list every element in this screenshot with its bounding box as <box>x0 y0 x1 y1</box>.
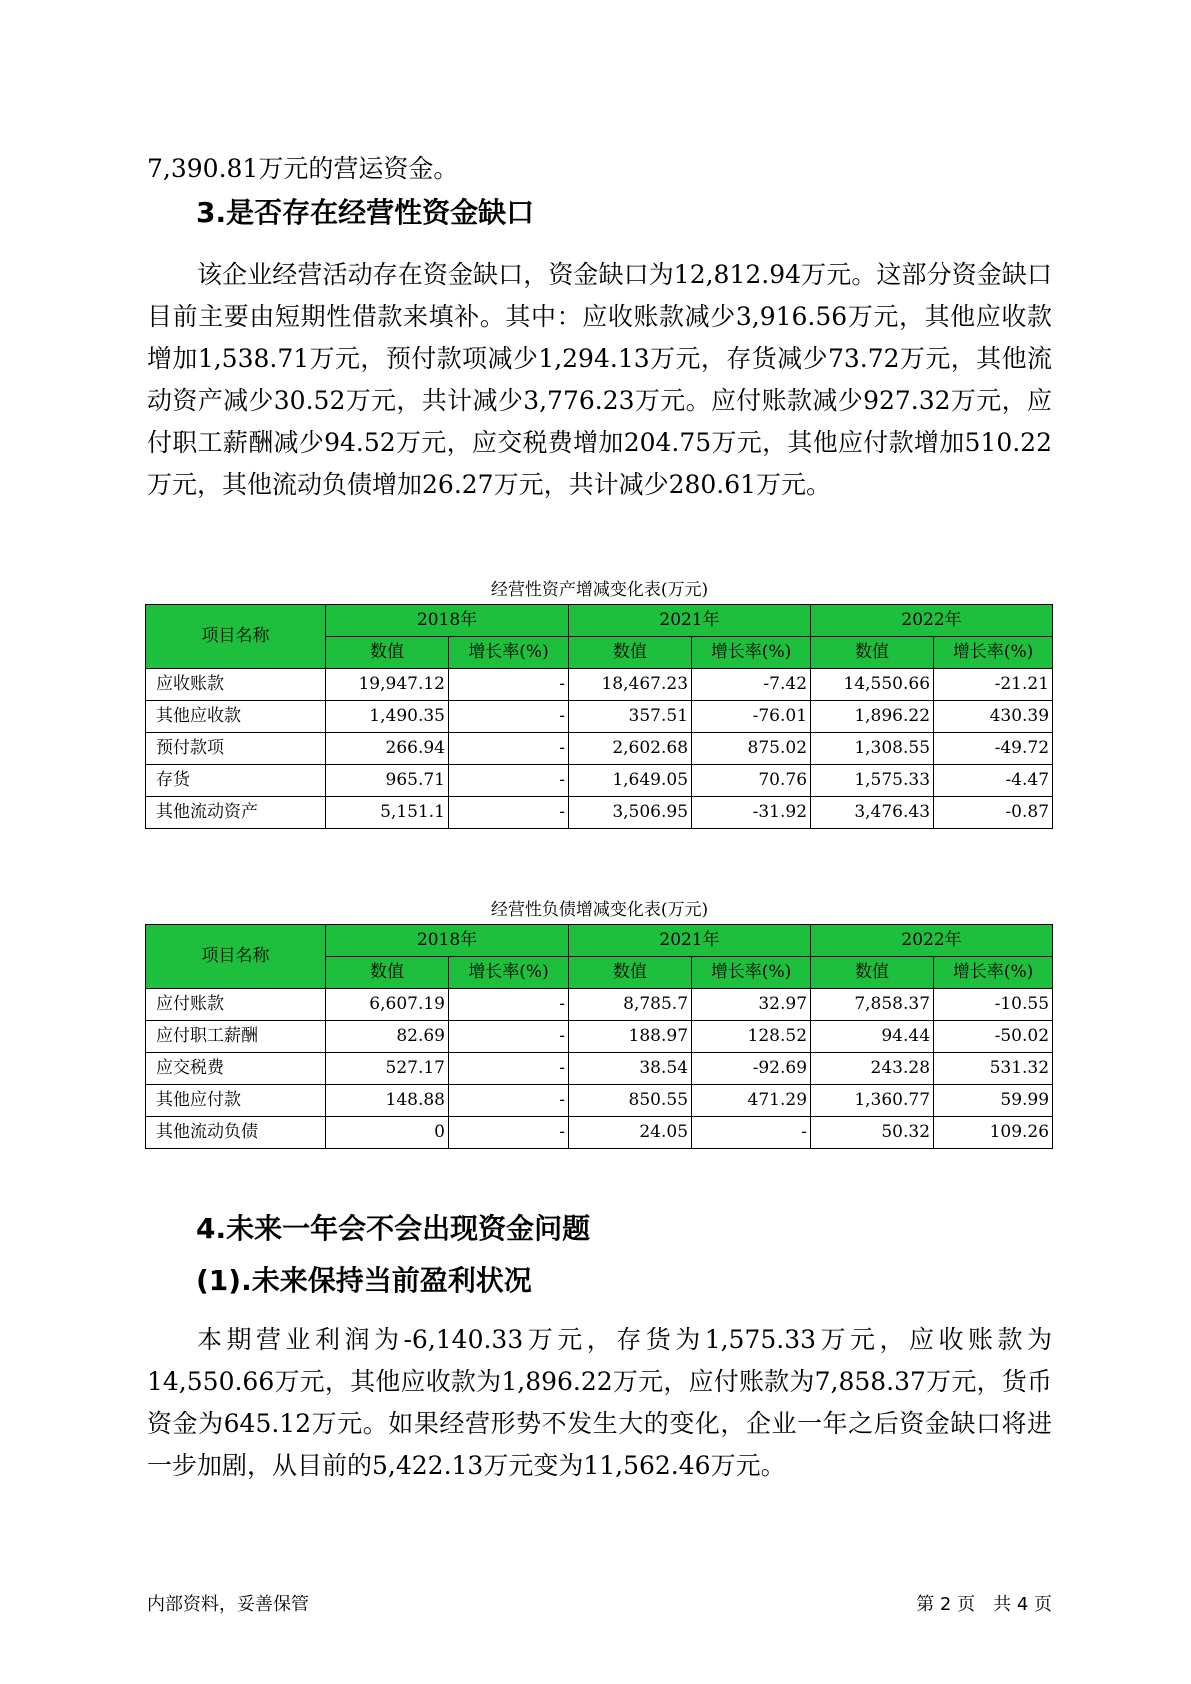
table-row <box>146 701 1053 733</box>
row-label: 应付账款 <box>146 989 326 1021</box>
heading-section-4: 4.未来一年会不会出现资金问题 <box>196 1212 591 1245</box>
table-row <box>146 1085 1053 1117</box>
cell-rate: 59.99 <box>934 1085 1053 1117</box>
footer-confidential: 内部资料，妥善保管 <box>147 1594 309 1615</box>
cell-rate: 531.32 <box>934 1053 1053 1085</box>
liabilities-table <box>145 924 1053 1149</box>
cell-value: 6,607.19 <box>326 989 449 1021</box>
cell-rate: -92.69 <box>692 1053 811 1085</box>
cell-value: 1,896.22 <box>811 701 934 733</box>
cell-value: 3,506.95 <box>569 797 692 829</box>
header-year-2018: 2018年 <box>326 925 569 957</box>
cell-rate: -50.02 <box>934 1021 1053 1053</box>
cell-rate: - <box>449 989 569 1021</box>
cell-rate: -4.47 <box>934 765 1053 797</box>
table-row <box>146 989 1053 1021</box>
cell-rate: - <box>449 1021 569 1053</box>
row-label: 应交税费 <box>146 1053 326 1085</box>
row-label: 其他流动资产 <box>146 797 326 829</box>
cell-value: 243.28 <box>811 1053 934 1085</box>
row-label: 其他应付款 <box>146 1085 326 1117</box>
cell-rate: -31.92 <box>692 797 811 829</box>
table-row <box>146 1117 1053 1149</box>
cell-rate: -21.21 <box>934 669 1053 701</box>
cell-rate: -76.01 <box>692 701 811 733</box>
cell-value: 19,947.12 <box>326 669 449 701</box>
cell-value: 148.88 <box>326 1085 449 1117</box>
cell-value: 18,467.23 <box>569 669 692 701</box>
cell-rate: 471.29 <box>692 1085 811 1117</box>
cell-value: 266.94 <box>326 733 449 765</box>
header-year-2022: 2022年 <box>811 925 1053 957</box>
table-row <box>146 1021 1053 1053</box>
table-row <box>146 1053 1053 1085</box>
cell-value: 38.54 <box>569 1053 692 1085</box>
header-year-2018: 2018年 <box>326 605 569 637</box>
cell-rate: - <box>692 1117 811 1149</box>
cell-value: 82.69 <box>326 1021 449 1053</box>
header-item-name: 项目名称 <box>146 605 326 669</box>
cell-value: 3,476.43 <box>811 797 934 829</box>
table-row <box>146 733 1053 765</box>
header-value: 数值 <box>326 957 449 989</box>
cell-value: 357.51 <box>569 701 692 733</box>
cell-value: 0 <box>326 1117 449 1149</box>
caption-liabilities-table: 经营性负债增减变化表(万元) <box>490 900 709 920</box>
cell-value: 1,308.55 <box>811 733 934 765</box>
cell-rate: 70.76 <box>692 765 811 797</box>
cell-value: 527.17 <box>326 1053 449 1085</box>
cell-value: 1,649.05 <box>569 765 692 797</box>
assets-table <box>145 604 1053 829</box>
header-rate: 增长率(%) <box>934 637 1053 669</box>
cell-rate: - <box>449 1053 569 1085</box>
row-label: 预付款项 <box>146 733 326 765</box>
header-value: 数值 <box>569 957 692 989</box>
header-year-2021: 2021年 <box>569 925 811 957</box>
header-rate: 增长率(%) <box>449 637 569 669</box>
header-rate: 增长率(%) <box>934 957 1053 989</box>
cell-rate: -49.72 <box>934 733 1053 765</box>
cell-rate: 875.02 <box>692 733 811 765</box>
header-item-name: 项目名称 <box>146 925 326 989</box>
header-rate: 增长率(%) <box>692 637 811 669</box>
cell-value: 1,360.77 <box>811 1085 934 1117</box>
cell-value: 188.97 <box>569 1021 692 1053</box>
cell-rate: 109.26 <box>934 1117 1053 1149</box>
cell-rate: 32.97 <box>692 989 811 1021</box>
paragraph-funding-gap: 该企业经营活动存在资金缺口，资金缺口为12,812.94万元。这部分资金缺口目前主要由短期性借款来填补。其中：应收账款减少3,916.56万元，其他应收款增加1,538.71万元，预付款项减少1,294.13万元，存货减少73.72万元，其他流动资产减少30.52万元，共计减少3,776.23万元。应付账款减少927.32万元，应付职工薪酬减少94.52万元，应交税费增加204.75万元，其他应付款增加510.22万元，其他流动负债增加26.27万元，共计减少280.61万元。 <box>147 260 1052 499</box>
cell-rate: -7.42 <box>692 669 811 701</box>
cell-rate: - <box>449 733 569 765</box>
table-row <box>146 765 1053 797</box>
cell-rate: - <box>449 797 569 829</box>
paragraph-profit-outlook: 本期营业利润为-6,140.33万元，存货为1,575.33万元，应收账款为14,550.66万元，其他应收款为1,896.22万元，应付账款为7,858.37万元，货币资金为645.12万元。如果经营形势不发生大的变化，企业一年之后资金缺口将进一步加剧，从目前的5,422.13万元变为11,562.46万元。 <box>147 1325 1052 1480</box>
cell-value: 1,490.35 <box>326 701 449 733</box>
cell-value: 14,550.66 <box>811 669 934 701</box>
paragraph-working-capital: 7,390.81万元的营运资金。 <box>147 154 459 183</box>
cell-rate: - <box>449 1117 569 1149</box>
cell-value: 1,575.33 <box>811 765 934 797</box>
cell-rate: -0.87 <box>934 797 1053 829</box>
cell-value: 5,151.1 <box>326 797 449 829</box>
row-label: 其他流动负债 <box>146 1117 326 1149</box>
header-year-2022: 2022年 <box>811 605 1053 637</box>
cell-rate: - <box>449 701 569 733</box>
row-label: 存货 <box>146 765 326 797</box>
table-row <box>146 669 1053 701</box>
header-year-2021: 2021年 <box>569 605 811 637</box>
heading-section-3: 3.是否存在经营性资金缺口 <box>196 196 535 229</box>
header-value: 数值 <box>326 637 449 669</box>
header-rate: 增长率(%) <box>692 957 811 989</box>
header-value: 数值 <box>811 637 934 669</box>
row-label: 应付职工薪酬 <box>146 1021 326 1053</box>
cell-rate: - <box>449 765 569 797</box>
cell-value: 50.32 <box>811 1117 934 1149</box>
table-row <box>146 797 1053 829</box>
cell-rate: 128.52 <box>692 1021 811 1053</box>
row-label: 应收账款 <box>146 669 326 701</box>
cell-value: 8,785.7 <box>569 989 692 1021</box>
cell-value: 7,858.37 <box>811 989 934 1021</box>
row-label: 其他应收款 <box>146 701 326 733</box>
cell-rate: - <box>449 1085 569 1117</box>
header-rate: 增长率(%) <box>449 957 569 989</box>
cell-value: 94.44 <box>811 1021 934 1053</box>
cell-rate: -10.55 <box>934 989 1053 1021</box>
cell-value: 24.05 <box>569 1117 692 1149</box>
caption-assets-table: 经营性资产增减变化表(万元) <box>490 580 709 600</box>
cell-value: 2,602.68 <box>569 733 692 765</box>
cell-value: 965.71 <box>326 765 449 797</box>
header-value: 数值 <box>811 957 934 989</box>
cell-value: 850.55 <box>569 1085 692 1117</box>
cell-rate: 430.39 <box>934 701 1053 733</box>
footer-page-number: 第 2 页 共 4 页 <box>916 1594 1052 1615</box>
cell-rate: - <box>449 669 569 701</box>
heading-section-4-1: (1).未来保持当前盈利状况 <box>196 1264 532 1297</box>
header-value: 数值 <box>569 637 692 669</box>
